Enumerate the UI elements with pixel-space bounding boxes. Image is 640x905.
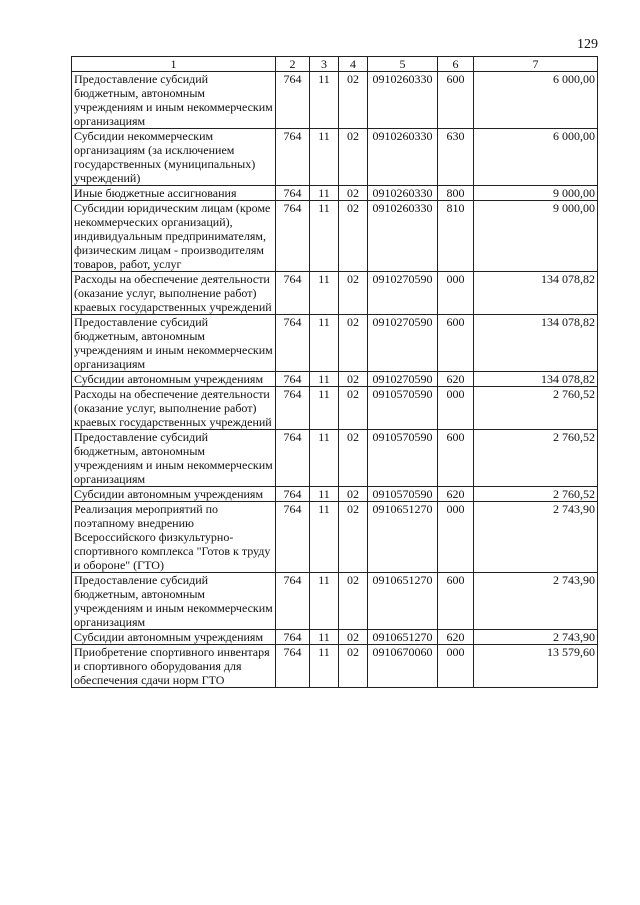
row-amount-cell: 134 078,82	[474, 372, 598, 387]
row-name-cell: Субсидии автономным учреждениям	[72, 487, 276, 502]
row-admin-code-cell: 764	[276, 430, 310, 487]
row-amount-cell: 9 000,00	[474, 186, 598, 201]
row-admin-code-cell: 764	[276, 630, 310, 645]
row-section-cell: 11	[310, 72, 339, 129]
row-expense-type-cell: 000	[438, 502, 474, 573]
row-section-cell: 11	[310, 201, 339, 272]
row-amount-cell: 2 743,90	[474, 573, 598, 630]
row-subsection-cell: 02	[339, 502, 368, 573]
row-amount-cell: 2 760,52	[474, 487, 598, 502]
row-amount-cell: 6 000,00	[474, 72, 598, 129]
column-header: 5	[368, 57, 438, 72]
budget-table	[71, 56, 598, 688]
row-name-cell: Субсидии автономным учреждениям	[72, 630, 276, 645]
row-subsection-cell: 02	[339, 487, 368, 502]
row-target-code-cell: 0910260330	[368, 201, 438, 272]
row-target-code-cell: 0910570590	[368, 387, 438, 430]
row-amount-cell: 6 000,00	[474, 129, 598, 186]
row-amount-cell: 9 000,00	[474, 201, 598, 272]
row-target-code-cell: 0910570590	[368, 430, 438, 487]
row-expense-type-cell: 620	[438, 372, 474, 387]
row-target-code-cell: 0910270590	[368, 315, 438, 372]
column-header: 3	[310, 57, 339, 72]
row-subsection-cell: 02	[339, 573, 368, 630]
column-header: 6	[438, 57, 474, 72]
row-expense-type-cell: 620	[438, 487, 474, 502]
row-subsection-cell: 02	[339, 372, 368, 387]
row-subsection-cell: 02	[339, 630, 368, 645]
row-name-cell: Предоставление субсидий бюджетным, автономным учреждениям и иным некоммерческим организациям	[72, 72, 276, 129]
row-amount-cell: 2 760,52	[474, 387, 598, 430]
row-subsection-cell: 02	[339, 430, 368, 487]
row-expense-type-cell: 000	[438, 272, 474, 315]
table-row	[72, 387, 598, 430]
row-expense-type-cell: 810	[438, 201, 474, 272]
row-target-code-cell: 0910260330	[368, 129, 438, 186]
table-row	[72, 315, 598, 372]
row-section-cell: 11	[310, 315, 339, 372]
row-amount-cell: 2 760,52	[474, 430, 598, 487]
column-header: 1	[72, 57, 276, 72]
row-expense-type-cell: 600	[438, 315, 474, 372]
table-row	[72, 645, 598, 688]
column-header: 2	[276, 57, 310, 72]
table-row	[72, 72, 598, 129]
row-subsection-cell: 02	[339, 129, 368, 186]
table-row	[72, 201, 598, 272]
row-name-cell: Субсидии автономным учреждениям	[72, 372, 276, 387]
page-number: 129	[577, 37, 598, 52]
row-admin-code-cell: 764	[276, 573, 310, 630]
row-amount-cell: 134 078,82	[474, 272, 598, 315]
row-expense-type-cell: 620	[438, 630, 474, 645]
row-section-cell: 11	[310, 129, 339, 186]
table-row	[72, 186, 598, 201]
row-section-cell: 11	[310, 645, 339, 688]
row-amount-cell: 2 743,90	[474, 502, 598, 573]
table-row	[72, 573, 598, 630]
row-target-code-cell: 0910651270	[368, 573, 438, 630]
row-subsection-cell: 02	[339, 272, 368, 315]
row-admin-code-cell: 764	[276, 502, 310, 573]
row-target-code-cell: 0910651270	[368, 502, 438, 573]
row-section-cell: 11	[310, 430, 339, 487]
row-name-cell: Иные бюджетные ассигнования	[72, 186, 276, 201]
row-subsection-cell: 02	[339, 645, 368, 688]
row-section-cell: 11	[310, 186, 339, 201]
row-section-cell: 11	[310, 487, 339, 502]
table-row	[72, 129, 598, 186]
row-name-cell: Предоставление субсидий бюджетным, автономным учреждениям и иным некоммерческим организациям	[72, 430, 276, 487]
row-admin-code-cell: 764	[276, 129, 310, 186]
row-admin-code-cell: 764	[276, 272, 310, 315]
row-expense-type-cell: 600	[438, 573, 474, 630]
row-admin-code-cell: 764	[276, 387, 310, 430]
row-target-code-cell: 0910270590	[368, 372, 438, 387]
table-row	[72, 372, 598, 387]
row-admin-code-cell: 764	[276, 315, 310, 372]
table-row	[72, 487, 598, 502]
row-name-cell: Реализация мероприятий по поэтапному внедрению Всероссийского физкультурно-спортивного комплекса "Готов к труду и обороне" (ГТО)	[72, 502, 276, 573]
table-body	[72, 72, 598, 688]
row-admin-code-cell: 764	[276, 72, 310, 129]
row-subsection-cell: 02	[339, 186, 368, 201]
row-expense-type-cell: 600	[438, 72, 474, 129]
row-target-code-cell: 0910651270	[368, 630, 438, 645]
row-subsection-cell: 02	[339, 387, 368, 430]
row-name-cell: Предоставление субсидий бюджетным, автономным учреждениям и иным некоммерческим организациям	[72, 573, 276, 630]
row-section-cell: 11	[310, 387, 339, 430]
row-expense-type-cell: 630	[438, 129, 474, 186]
table-row	[72, 430, 598, 487]
row-name-cell: Расходы на обеспечение деятельности (оказание услуг, выполнение работ) краевых государственных учреждений	[72, 272, 276, 315]
row-target-code-cell: 0910270590	[368, 272, 438, 315]
row-target-code-cell: 0910670060	[368, 645, 438, 688]
row-name-cell: Предоставление субсидий бюджетным, автономным учреждениям и иным некоммерческим организациям	[72, 315, 276, 372]
row-name-cell: Субсидии некоммерческим организациям (за исключением государственных (муниципальных) учреждений)	[72, 129, 276, 186]
row-name-cell: Расходы на обеспечение деятельности (оказание услуг, выполнение работ) краевых государственных учреждений	[72, 387, 276, 430]
row-section-cell: 11	[310, 630, 339, 645]
row-target-code-cell: 0910260330	[368, 72, 438, 129]
row-expense-type-cell: 000	[438, 387, 474, 430]
row-subsection-cell: 02	[339, 315, 368, 372]
row-admin-code-cell: 764	[276, 487, 310, 502]
row-section-cell: 11	[310, 372, 339, 387]
table-row	[72, 630, 598, 645]
row-section-cell: 11	[310, 573, 339, 630]
table-row	[72, 502, 598, 573]
table-row	[72, 272, 598, 315]
row-expense-type-cell: 000	[438, 645, 474, 688]
column-header: 7	[474, 57, 598, 72]
row-subsection-cell: 02	[339, 201, 368, 272]
row-name-cell: Приобретение спортивного инвентаря и спортивного оборудования для обеспечения сдачи норм ГТО	[72, 645, 276, 688]
row-amount-cell: 13 579,60	[474, 645, 598, 688]
row-name-cell: Субсидии юридическим лицам (кроме некоммерческих организаций), индивидуальным предпринимателям, физическим лицам - производителям товаров, работ, услуг	[72, 201, 276, 272]
row-admin-code-cell: 764	[276, 372, 310, 387]
row-expense-type-cell: 600	[438, 430, 474, 487]
row-amount-cell: 2 743,90	[474, 630, 598, 645]
row-section-cell: 11	[310, 272, 339, 315]
row-target-code-cell: 0910260330	[368, 186, 438, 201]
row-admin-code-cell: 764	[276, 201, 310, 272]
row-admin-code-cell: 764	[276, 645, 310, 688]
row-admin-code-cell: 764	[276, 186, 310, 201]
row-subsection-cell: 02	[339, 72, 368, 129]
row-amount-cell: 134 078,82	[474, 315, 598, 372]
row-section-cell: 11	[310, 502, 339, 573]
row-target-code-cell: 0910570590	[368, 487, 438, 502]
table-header-row	[72, 57, 598, 72]
column-header: 4	[339, 57, 368, 72]
row-expense-type-cell: 800	[438, 186, 474, 201]
